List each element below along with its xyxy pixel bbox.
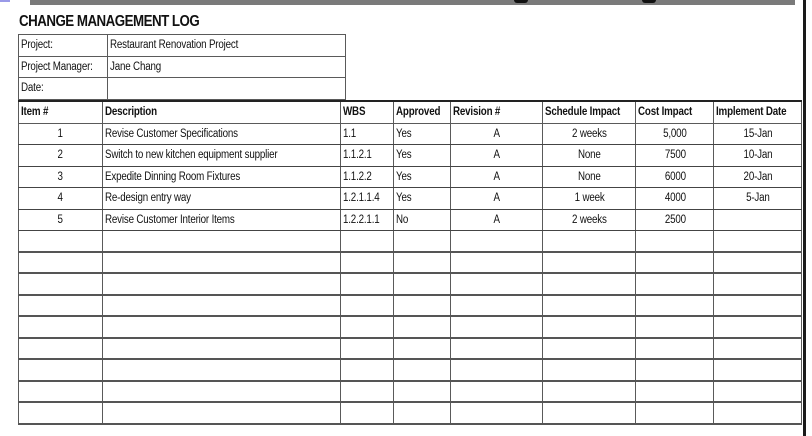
cell-empty[interactable]	[543, 316, 636, 338]
cell-empty[interactable]	[103, 402, 341, 424]
cell-description[interactable]: Revise Customer Interior Items	[103, 209, 341, 231]
blank-rows	[19, 231, 802, 424]
cell-revision[interactable]: A	[451, 123, 543, 145]
cell-wbs[interactable]: 1.1.2.1	[341, 145, 394, 167]
cell-empty[interactable]	[394, 295, 451, 317]
cell-empty[interactable]	[341, 273, 394, 295]
cell-item[interactable]: 2	[19, 145, 103, 167]
info-value-project-manager[interactable]: Jane Chang	[108, 56, 346, 78]
header-wbs[interactable]: WBS	[341, 101, 394, 123]
cell-approved[interactable]: No	[394, 209, 451, 231]
table-row	[19, 188, 802, 210]
info-row-date	[19, 78, 346, 100]
table-row	[19, 166, 802, 188]
info-value-date[interactable]	[108, 78, 346, 100]
cell-empty[interactable]	[543, 338, 636, 360]
cell-empty[interactable]	[636, 338, 714, 360]
cell-empty[interactable]	[451, 231, 543, 252]
cell-empty[interactable]	[714, 338, 802, 360]
banner-glyph-fragment	[642, 0, 656, 3]
info-row-project	[19, 35, 346, 57]
table-row-empty	[19, 338, 802, 360]
header-implement-date[interactable]: Implement Date	[714, 101, 802, 123]
cell-empty[interactable]	[19, 316, 103, 338]
cell-empty[interactable]	[341, 252, 394, 274]
cell-approved[interactable]: Yes	[394, 145, 451, 167]
cell-wbs[interactable]: 1.2.1.1.4	[341, 188, 394, 210]
cell-schedule-impact[interactable]: 1 week	[543, 188, 636, 210]
cell-empty[interactable]	[341, 402, 394, 424]
cell-cost-impact[interactable]: 2500	[636, 209, 714, 231]
cell-empty[interactable]	[636, 402, 714, 424]
cell-empty[interactable]	[394, 273, 451, 295]
table-row-empty	[19, 231, 802, 252]
cell-empty[interactable]	[341, 231, 394, 252]
cell-empty[interactable]	[543, 273, 636, 295]
cell-description[interactable]: Switch to new kitchen equipment supplier	[103, 145, 341, 167]
cell-empty[interactable]	[714, 316, 802, 338]
cell-empty[interactable]	[543, 231, 636, 252]
cell-implement-date[interactable]: 15-Jan	[714, 123, 802, 145]
cell-empty[interactable]	[714, 402, 802, 424]
cell-revision[interactable]: A	[451, 209, 543, 231]
cell-empty[interactable]	[19, 359, 103, 381]
cell-cost-impact[interactable]: 6000	[636, 166, 714, 188]
cell-approved[interactable]: Yes	[394, 188, 451, 210]
cell-empty[interactable]	[451, 359, 543, 381]
cell-empty[interactable]	[19, 231, 103, 252]
cell-empty[interactable]	[19, 273, 103, 295]
cell-empty[interactable]	[543, 402, 636, 424]
cell-empty[interactable]	[451, 338, 543, 360]
cell-cost-impact[interactable]: 7500	[636, 145, 714, 167]
cell-empty[interactable]	[394, 252, 451, 274]
cell-empty[interactable]	[451, 295, 543, 317]
cell-empty[interactable]	[543, 359, 636, 381]
header-approved[interactable]: Approved	[394, 101, 451, 123]
cell-empty[interactable]	[451, 273, 543, 295]
info-label[interactable]: Project Manager:	[19, 56, 108, 78]
cell-approved[interactable]: Yes	[394, 166, 451, 188]
table-row-empty	[19, 252, 802, 274]
table-row-empty	[19, 359, 802, 381]
table-row	[19, 145, 802, 167]
change-log-table	[18, 100, 802, 425]
cell-empty[interactable]	[636, 359, 714, 381]
cell-empty[interactable]	[636, 295, 714, 317]
header-description[interactable]: Description	[103, 101, 341, 123]
project-info-table	[18, 34, 346, 100]
cell-empty[interactable]	[19, 381, 103, 403]
cell-implement-date[interactable]: 10-Jan	[714, 145, 802, 167]
cell-empty[interactable]	[103, 359, 341, 381]
info-label[interactable]: Date:	[19, 78, 108, 100]
cell-empty[interactable]	[19, 252, 103, 274]
cell-empty[interactable]	[451, 381, 543, 403]
cell-wbs[interactable]: 1.1	[341, 123, 394, 145]
cell-empty[interactable]	[341, 381, 394, 403]
table-header-row	[19, 101, 802, 123]
top-banner	[30, 0, 795, 5]
cell-empty[interactable]	[451, 316, 543, 338]
cell-empty[interactable]	[636, 252, 714, 274]
table-row-empty	[19, 381, 802, 403]
cell-description[interactable]: Expedite Dinning Room Fixtures	[103, 166, 341, 188]
cell-implement-date[interactable]	[714, 209, 802, 231]
corner-mark	[0, 0, 10, 2]
cell-empty[interactable]	[394, 359, 451, 381]
cell-empty[interactable]	[341, 295, 394, 317]
cell-empty[interactable]	[103, 338, 341, 360]
cell-item[interactable]: 3	[19, 166, 103, 188]
cell-description[interactable]: Re-design entry way	[103, 188, 341, 210]
info-value-project[interactable]: Restaurant Renovation Project	[108, 35, 346, 57]
cell-wbs[interactable]: 1.1.2.2	[341, 166, 394, 188]
cell-empty[interactable]	[543, 381, 636, 403]
cell-empty[interactable]	[636, 273, 714, 295]
table-row-empty	[19, 316, 802, 338]
page-title: CHANGE MANAGEMENT LOG	[19, 13, 200, 30]
cell-empty[interactable]	[103, 381, 341, 403]
cell-empty[interactable]	[19, 295, 103, 317]
cell-empty[interactable]	[714, 252, 802, 274]
table-row	[19, 209, 802, 231]
cell-empty[interactable]	[636, 381, 714, 403]
cell-empty[interactable]	[341, 359, 394, 381]
cell-empty[interactable]	[394, 338, 451, 360]
cell-item[interactable]: 4	[19, 188, 103, 210]
cell-empty[interactable]	[543, 252, 636, 274]
cell-empty[interactable]	[103, 316, 341, 338]
cell-empty[interactable]	[394, 402, 451, 424]
banner-glyph-fragment	[514, 0, 528, 3]
cell-item[interactable]: 1	[19, 123, 103, 145]
cell-revision[interactable]: A	[451, 166, 543, 188]
cell-approved[interactable]: Yes	[394, 123, 451, 145]
cell-schedule-impact[interactable]: 2 weeks	[543, 209, 636, 231]
cell-cost-impact[interactable]: 4000	[636, 188, 714, 210]
cell-empty[interactable]	[714, 295, 802, 317]
table-row-empty	[19, 295, 802, 317]
header-schedule-impact[interactable]: Schedule Impact	[543, 101, 636, 123]
cell-empty[interactable]	[394, 316, 451, 338]
cell-wbs[interactable]: 1.2.2.1.1	[341, 209, 394, 231]
cell-item[interactable]: 5	[19, 209, 103, 231]
cell-implement-date[interactable]: 20-Jan	[714, 166, 802, 188]
cell-empty[interactable]	[394, 381, 451, 403]
cell-cost-impact[interactable]: 5,000	[636, 123, 714, 145]
cell-empty[interactable]	[103, 252, 341, 274]
cell-empty[interactable]	[543, 295, 636, 317]
info-label[interactable]: Project:	[19, 35, 108, 57]
table-row-empty	[19, 402, 802, 424]
table-row-empty	[19, 273, 802, 295]
table-row	[19, 123, 802, 145]
cell-schedule-impact[interactable]: 2 weeks	[543, 123, 636, 145]
cell-empty[interactable]	[451, 402, 543, 424]
cell-empty[interactable]	[394, 231, 451, 252]
cell-empty[interactable]	[341, 316, 394, 338]
info-row-project-manager	[19, 56, 346, 78]
cell-implement-date[interactable]: 5-Jan	[714, 188, 802, 210]
cell-empty[interactable]	[451, 252, 543, 274]
cell-schedule-impact[interactable]: None	[543, 166, 636, 188]
cell-empty[interactable]	[714, 231, 802, 252]
cell-empty[interactable]	[341, 338, 394, 360]
cell-empty[interactable]	[19, 338, 103, 360]
header-revision[interactable]: Revision #	[451, 101, 543, 123]
window-edge-rule	[803, 0, 806, 436]
cell-empty[interactable]	[103, 231, 341, 252]
cell-revision[interactable]: A	[451, 145, 543, 167]
cell-description[interactable]: Revise Customer Specifications	[103, 123, 341, 145]
cell-revision[interactable]: A	[451, 188, 543, 210]
header-cost-impact[interactable]: Cost Impact	[636, 101, 714, 123]
header-item-number[interactable]: Item #	[19, 101, 103, 123]
cell-empty[interactable]	[103, 295, 341, 317]
cell-schedule-impact[interactable]: None	[543, 145, 636, 167]
cell-empty[interactable]	[636, 231, 714, 252]
cell-empty[interactable]	[714, 359, 802, 381]
cell-empty[interactable]	[714, 273, 802, 295]
cell-empty[interactable]	[103, 273, 341, 295]
cell-empty[interactable]	[19, 402, 103, 424]
cell-empty[interactable]	[636, 316, 714, 338]
cell-empty[interactable]	[714, 381, 802, 403]
